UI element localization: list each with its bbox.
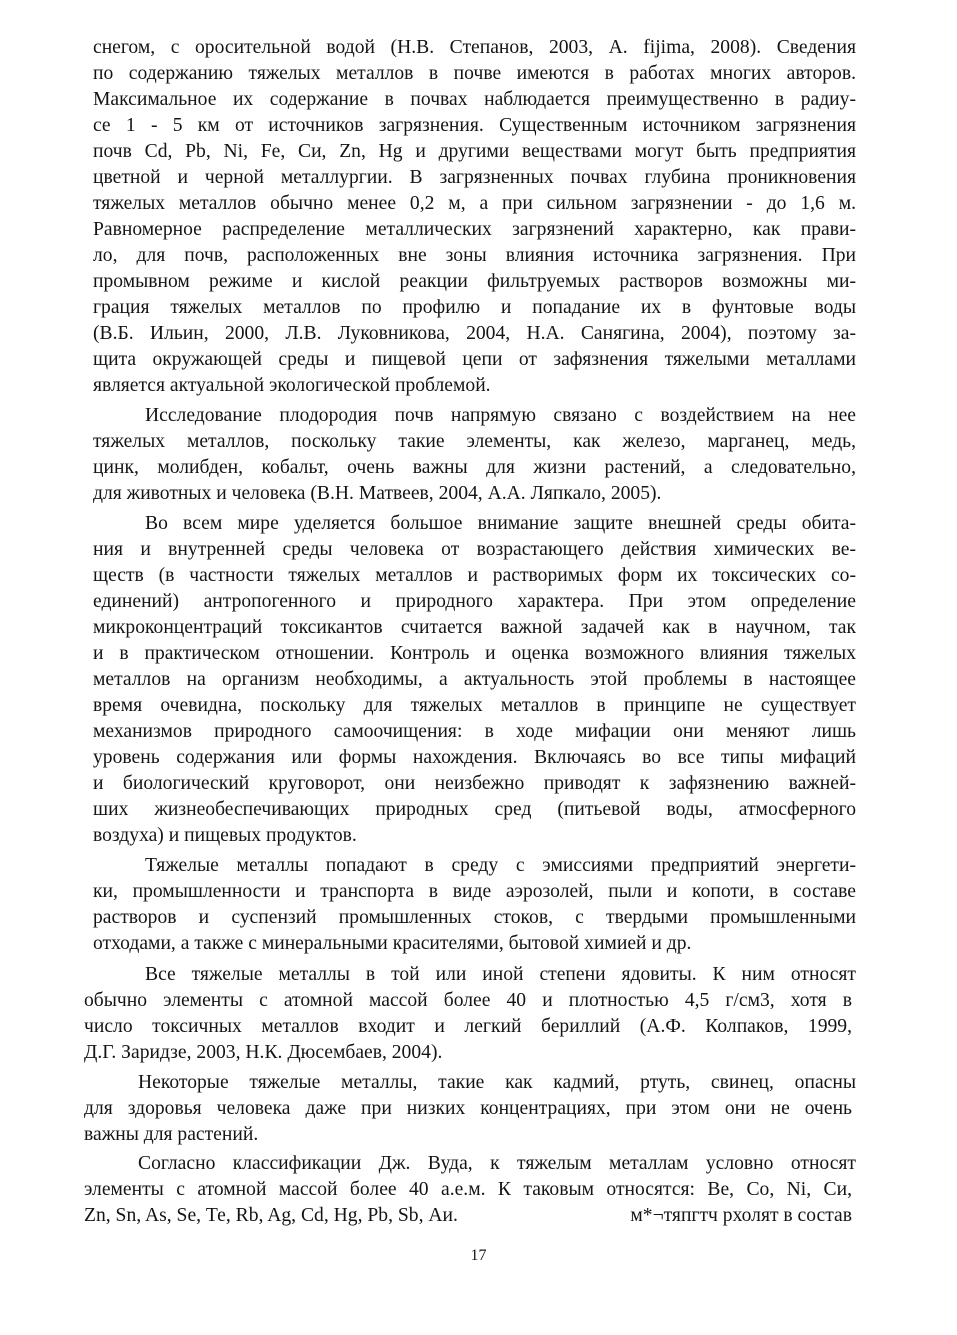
text-line: снегом, с оросительной водой (Н.В. Степанов, 2003, A. fijima, 2008). Сведения xyxy=(93,37,856,58)
text-line: Согласно классификации Дж. Вуда, к тяжелым металлам условно относят xyxy=(138,1153,856,1174)
text-line: Тяжелые металлы попадают в среду с эмиссиями предприятий энергети- xyxy=(145,855,856,876)
text-line: механизмов природного самоочищения: в ходе мифации они меняют лишь xyxy=(93,721,856,742)
text-line: (В.Б. Ильин, 2000, Л.В. Луковникова, 2004, Н.А. Санягина, 2004), поэтому за- xyxy=(93,323,856,344)
text-line: ло, для почв, расположенных вне зоны влияния источника загрязнения. При xyxy=(93,245,856,266)
text-line: время очевидна, поскольку для тяжелых металлов в принципе не существует xyxy=(93,695,856,716)
text-line: обычно элементы с атомной массой более 40 и плотностью 4,5 г/см3, хотя в xyxy=(84,990,852,1011)
text-line: и биологический круговорот, они неизбежно приводят к зафязнению важней- xyxy=(93,773,856,794)
text-line: Максимальное их содержание в почвах наблюдается преимущественно в радиу- xyxy=(93,89,856,110)
text-line: грация тяжелых металлов по профилю и попадание их в фунтовые воды xyxy=(93,297,856,318)
text-line: ки, промышленности и транспорта в виде аэрозолей, пыли и копоти, в составе xyxy=(93,881,856,902)
text-line: для здоровья человека даже при низких концентрациях, при этом они не очень xyxy=(84,1098,852,1119)
text-line: единений) антропогенного и природного характера. При этом определение xyxy=(93,591,856,612)
text-line: отходами, а также с минеральными красителями, бытовой химией и др. xyxy=(93,933,692,954)
text-line: металлов на организм необходимы, а актуальность этой проблемы в настоящее xyxy=(93,669,856,690)
text-line: Равномерное распределение металлических загрязнений характерно, как прави- xyxy=(93,219,856,240)
text-line: промывном режиме и кислой реакции фильтруемых растворов возможны ми- xyxy=(93,271,856,292)
text-line: воздуха) и пищевых продуктов. xyxy=(93,825,357,846)
text-line: Некоторые тяжелые металлы, такие как кадмий, ртуть, свинец, опасны xyxy=(138,1072,856,1093)
text-line: для животных и человека (В.Н. Матвеев, 2004, А.А. Ляпкало, 2005). xyxy=(93,483,662,504)
text-line: и в практическом отношении. Контроль и оценка возможного влияния тяжелых xyxy=(93,643,856,664)
text-line: щита окружающей среды и пищевой цепи от зафязнения тяжелыми металлами xyxy=(93,349,856,370)
text-line: уровень содержания или формы нахождения. Включаясь во все типы мифаций xyxy=(93,747,856,768)
text-line: тяжелых металлов обычно менее 0,2 м, а при сильном загрязнении - до 1,6 м. xyxy=(93,193,856,214)
page-number: 17 xyxy=(470,1247,487,1264)
text-line: цинк, молибден, кобальт, очень важны для жизни растений, а следовательно, xyxy=(93,457,856,478)
text-line: Исследование плодородия почв напрямую связано с воздействием на нее xyxy=(145,405,856,426)
text-line: Во всем мире уделяется большое внимание защите внешней среды обита- xyxy=(145,513,856,534)
text-line: почв Cd, Pb, Ni, Fe, Си, Zn, Hg и другими веществами могут быть предприятия xyxy=(93,141,856,162)
text-line: ших жизнеобеспечивающих природных сред (питьевой воды, атмосферного xyxy=(93,799,856,820)
text-line: по содержанию тяжелых металлов в почве имеются в работах многих авторов. xyxy=(93,63,856,84)
text-line: Все тяжелые металлы в той или иной степени ядовиты. К ним относят xyxy=(145,964,856,985)
text-line: тяжелых металлов, поскольку такие элементы, как железо, марганец, медь, xyxy=(93,431,856,452)
text-line: растворов и суспензий промышленных стоков, с твердыми промышленными xyxy=(93,907,856,928)
text-line: се 1 - 5 км от источников загрязнения. Существенным источником загрязнения xyxy=(93,115,856,136)
text-line: число токсичных металлов входит и легкий бериллий (А.Ф. Колпаков, 1999, xyxy=(84,1016,852,1037)
text-line-partial: Zn, Sn, As, Se, Те, Rb, Ag, Cd, Hg, Pb, Sb, Аи. xyxy=(84,1205,458,1226)
text-line: ществ (в частности тяжелых металлов и растворимых форм их токсических со- xyxy=(93,565,856,586)
text-line: Д.Г. Заридзе, 2003, Н.К. Дюсембаев, 2004). xyxy=(84,1042,443,1063)
text-line: элементы с атомной массой более 40 а.е.м. К таковым относятся: Be, Со, Ni, Си, xyxy=(84,1179,852,1200)
text-line: цветной и черной металлургии. В загрязненных почвах глубина проникновения xyxy=(93,167,856,188)
text-line: является актуальной экологической проблемой. xyxy=(93,375,491,396)
text-line: важны для растений. xyxy=(84,1124,259,1145)
text-line-partial-garbled: м*¬тяпгтч рхолят в состав xyxy=(630,1205,852,1226)
text-line: ния и внутренней среды человека от возрастающего действия химических ве- xyxy=(93,539,856,560)
text-line: микроконцентраций токсикантов считается важной задачей как в научном, так xyxy=(93,617,856,638)
